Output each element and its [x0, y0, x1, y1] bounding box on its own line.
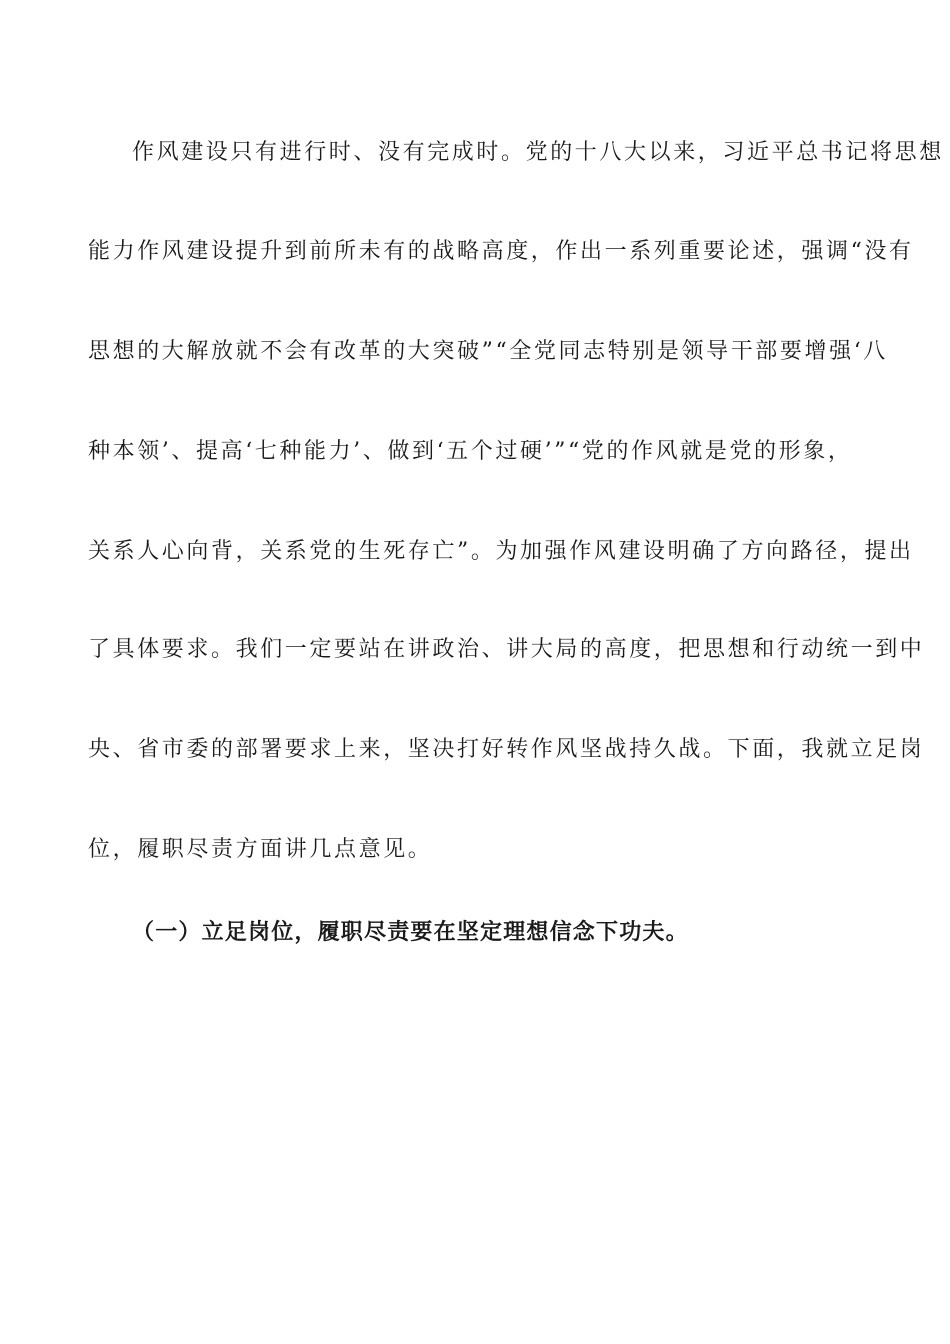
paragraph-line-2: 能力作风建设提升到前所未有的战略高度，作出一系列重要论述，强调“没有: [88, 239, 914, 264]
paragraph-line-4: 种本领’、提高‘七种能力’、做到‘五个过硬’”“党的作风就是党的形象，: [88, 439, 853, 464]
paragraph-line-8: 位，履职尽责方面讲几点意见。: [88, 837, 433, 862]
paragraph-line-7: 央、省市委的部署要求上来，坚决打好转作风坚战持久战。下面，我就立足岗: [88, 737, 925, 762]
paragraph-line-6: 了具体要求。我们一定要站在讲政治、讲大局的高度，把思想和行动统一到中: [88, 637, 925, 662]
paragraph-line-5: 关系人心向背，关系党的生死存亡”。为加强作风建设明确了方向路径，提出: [88, 539, 914, 564]
paragraph-line-3: 思想的大解放就不会有改革的大突破”“全党同志特别是领导干部要增强‘八: [88, 339, 888, 364]
paragraph-line-1: 作风建设只有进行时、没有完成时。党的十八大以来，习近平总书记将思想: [132, 140, 944, 165]
section-heading: （一）立足岗位，履职尽责要在坚定理想信念下功夫。: [132, 920, 689, 945]
